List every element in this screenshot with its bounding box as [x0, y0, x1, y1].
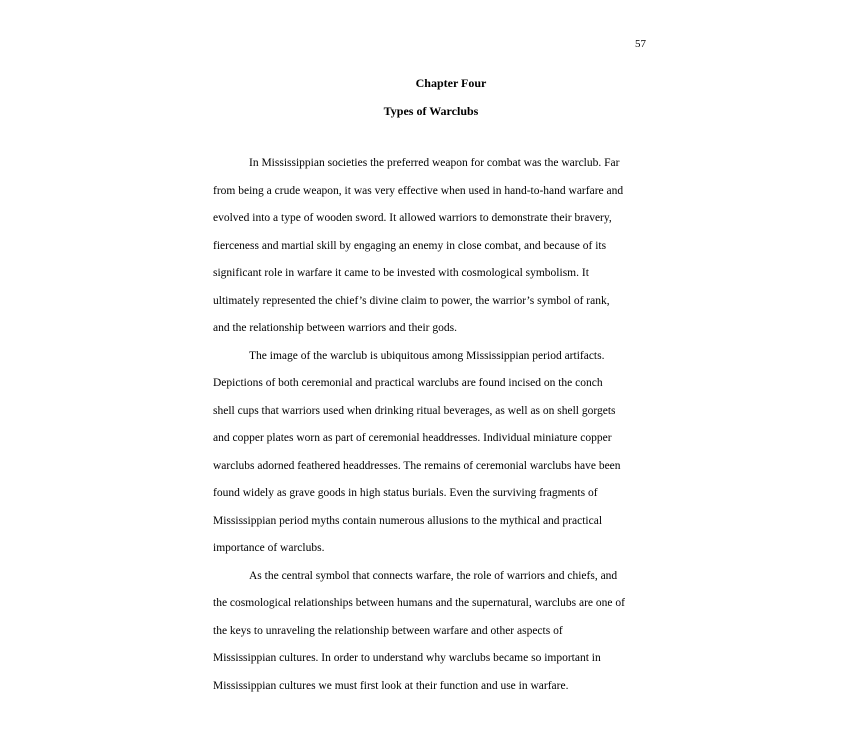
text-line: As the central symbol that connects warfare, the role of warriors and chiefs, and [249, 569, 618, 582]
text-line: the keys to unraveling the relationship between warfare and other aspects of [213, 624, 563, 637]
text-line: Mississippian cultures we must first look at their function and use in warfare. [213, 679, 569, 692]
text-line: Mississippian cultures. In order to understand why warclubs became so important in [213, 652, 601, 664]
text-line: and copper plates worn as part of ceremonial headdresses. Individual miniature copper [213, 432, 612, 444]
text-line: the cosmological relationships between humans and the supernatural, warclubs are one of [213, 597, 625, 609]
text-line: significant role in warfare it came to be invested with cosmological symbolism. It [213, 267, 589, 279]
chapter-title: Types of Warclubs [383, 104, 479, 118]
body-text [213, 155, 673, 705]
chapter-heading: Chapter Four [415, 76, 487, 90]
page-number: 57 [635, 38, 646, 50]
text-line: found widely as grave goods in high status burials. Even the surviving fragments of [213, 487, 598, 499]
text-line: importance of warclubs. [213, 542, 325, 554]
text-line: ultimately represented the chief’s divine claim to power, the warrior’s symbol of rank, [213, 294, 610, 307]
text-line: fierceness and martial skill by engaging an enemy in close combat, and because of its [213, 239, 607, 252]
text-line: warclubs adorned feathered headdresses. The remains of ceremonial warclubs have been [213, 459, 621, 472]
text-line: evolved into a type of wooden sword. It allowed warriors to demonstrate their bravery, [213, 212, 612, 224]
text-line: In Mississippian societies the preferred weapon for combat was the warclub. Far [249, 157, 620, 169]
text-line: from being a crude weapon, it was very effective when used in hand-to-hand warfare and [213, 184, 624, 197]
text-line: The image of the warclub is ubiquitous among Mississippian period artifacts. [249, 349, 605, 362]
text-line: and the relationship between warriors and their gods. [213, 322, 457, 334]
text-line: Depictions of both ceremonial and practical warclubs are found incised on the conch [213, 377, 603, 389]
text-line: Mississippian period myths contain numerous allusions to the mythical and practical [213, 514, 603, 527]
text-line: shell cups that warriors used when drinking ritual beverages, as well as on shell gorgets [213, 404, 616, 417]
